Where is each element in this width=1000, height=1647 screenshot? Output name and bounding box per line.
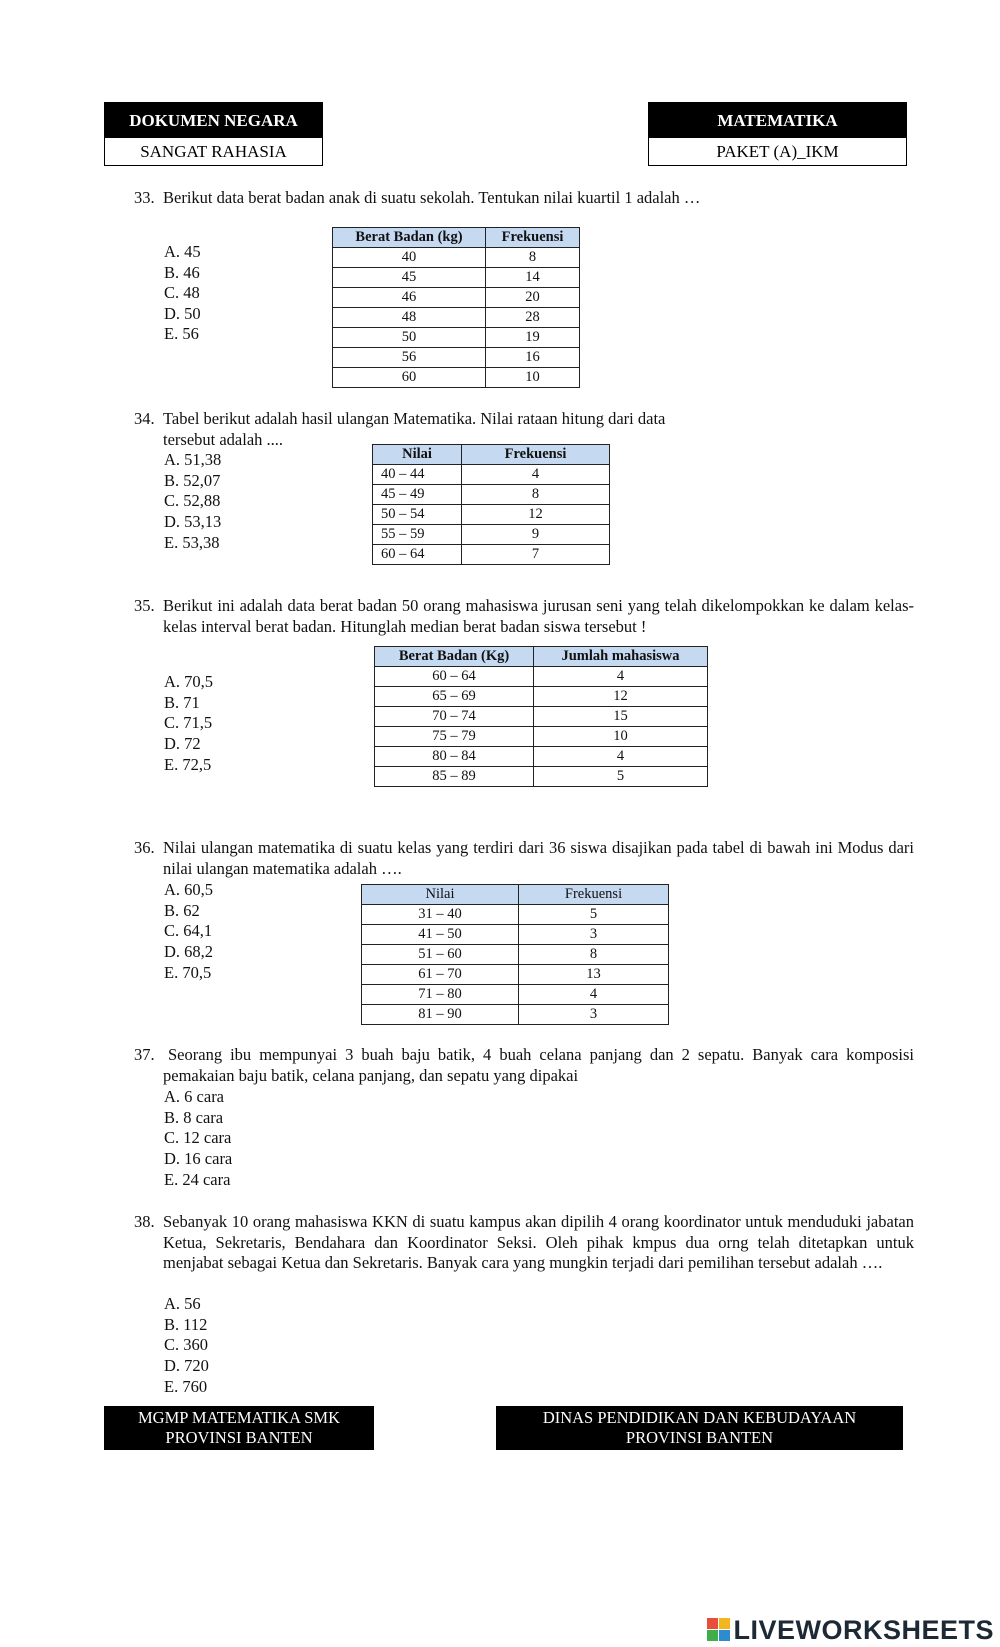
option-d[interactable]: D. 53,13 <box>164 512 222 532</box>
cell: 65 – 69 <box>375 687 534 707</box>
table-row <box>373 465 610 485</box>
option-d[interactable]: D. 50 <box>164 303 201 323</box>
cell: 60 – 64 <box>373 545 462 565</box>
table-row <box>375 707 708 727</box>
question-36 <box>134 838 914 882</box>
table-row <box>375 767 708 787</box>
question-text: Seorang ibu mempunyai 3 buah baju batik, 4 buah celana panjang dan 2 sepatu. Banyak cara komposisi pemakaian baju batik, celana panjang, dan sepatu yang dipakai <box>163 1045 914 1085</box>
cell: 71 – 80 <box>362 985 519 1005</box>
cell: 40 <box>333 248 486 268</box>
option-d[interactable]: D. 16 cara <box>164 1149 233 1169</box>
column-header: Nilai <box>373 445 462 465</box>
table-row <box>375 667 708 687</box>
header-dokumen-negara: DOKUMEN NEGARA <box>105 103 322 138</box>
table-row <box>333 328 580 348</box>
table-row <box>362 1005 669 1025</box>
question-37 <box>134 1045 914 1089</box>
table-row <box>333 308 580 328</box>
cell: 16 <box>486 348 580 368</box>
question-number: 38. <box>134 1212 155 1231</box>
option-a[interactable]: A. 60,5 <box>164 880 214 899</box>
cell: 85 – 89 <box>375 767 534 787</box>
question-number: 36. <box>134 838 155 857</box>
footer-right-line2: PROVINSI BANTEN <box>625 1428 774 1447</box>
option-b[interactable]: B. 8 cara <box>164 1107 224 1127</box>
column-header: Frekuensi <box>462 445 610 465</box>
cell: 8 <box>486 248 580 268</box>
question-text: Nilai ulangan matematika di suatu kelas yang terdiri dari 36 siswa disajikan pada tabel di bawah ini Modus dari nilai ulangan matematika adalah …. <box>163 838 914 878</box>
cell: 75 – 79 <box>375 727 534 747</box>
cell: 10 <box>486 368 580 388</box>
column-header: Berat Badan (Kg) <box>375 647 534 667</box>
cell: 41 – 50 <box>362 925 519 945</box>
cell: 4 <box>534 747 708 767</box>
option-e[interactable]: E. 24 cara <box>164 1169 231 1189</box>
cell: 7 <box>462 545 610 565</box>
q35-options <box>164 672 213 776</box>
column-header: Nilai <box>362 885 519 905</box>
option-c[interactable]: C. 360 <box>164 1335 209 1355</box>
liveworksheets-brand[interactable] <box>707 1615 994 1646</box>
question-number: 34. <box>134 409 155 428</box>
table-row <box>333 368 580 388</box>
cell: 3 <box>519 925 669 945</box>
cell: 46 <box>333 288 486 308</box>
column-header: Frekuensi <box>486 228 580 248</box>
question-text: Sebanyak 10 orang mahasiswa KKN di suatu kampus akan dipilih 4 orang koordinator untuk menduduki jabatan Ketua, Sekretaris, Bendahara dan Koordinator Seksi. Oleh pihak kmpus dua orng telah ditetapkan untuk menjabat sebagai Ketua dan Sekretaris. Banyak cara yang mungkin terjadi dari pemilihan tersebut adalah …. <box>163 1212 914 1273</box>
option-a[interactable]: A. 56 <box>164 1294 201 1313</box>
cell: 31 – 40 <box>362 905 519 925</box>
question-number: 37. <box>134 1045 155 1064</box>
footer-left-line2: PROVINSI BANTEN <box>165 1428 313 1447</box>
table-row <box>375 727 708 747</box>
table-row <box>375 747 708 767</box>
cell: 8 <box>462 485 610 505</box>
option-c[interactable]: C. 71,5 <box>164 713 213 733</box>
q38-options <box>164 1294 209 1398</box>
question-35 <box>134 596 914 640</box>
header-sangat-rahasia: SANGAT RAHASIA <box>105 138 322 165</box>
table-row <box>373 525 610 545</box>
header-subject: MATEMATIKA <box>649 103 906 138</box>
table-row <box>373 485 610 505</box>
cell: 81 – 90 <box>362 1005 519 1025</box>
table-row <box>362 945 669 965</box>
footer-right-line1: DINAS PENDIDIKAN DAN KEBUDAYAAN <box>542 1408 857 1427</box>
cell: 12 <box>534 687 708 707</box>
cell: 50 <box>333 328 486 348</box>
question-number: 35. <box>134 596 155 615</box>
option-e[interactable]: E. 56 <box>164 324 199 344</box>
cell: 55 – 59 <box>373 525 462 545</box>
cell: 70 – 74 <box>375 707 534 727</box>
option-b[interactable]: B. 52,07 <box>164 470 221 490</box>
cell: 3 <box>519 1005 669 1025</box>
table-row <box>333 248 580 268</box>
cell: 5 <box>519 905 669 925</box>
option-c[interactable]: C. 12 cara <box>164 1128 232 1148</box>
liveworksheets-logo-icon <box>707 1618 731 1642</box>
column-header: Berat Badan (kg) <box>333 228 486 248</box>
question-text: Berikut data berat badan anak di suatu sekolah. Tentukan nilai kuartil 1 adalah … <box>163 188 701 207</box>
cell: 10 <box>534 727 708 747</box>
column-header: Jumlah mahasiswa <box>534 647 708 667</box>
option-b[interactable]: B. 62 <box>164 900 200 920</box>
footer-left-line1: MGMP MATEMATIKA SMK <box>137 1408 340 1427</box>
header-package: PAKET (A)_IKM <box>649 138 906 165</box>
cell: 45 – 49 <box>373 485 462 505</box>
question-number: 33. <box>134 188 155 207</box>
option-a[interactable]: A. 70,5 <box>164 672 214 691</box>
cell: 50 – 54 <box>373 505 462 525</box>
question-33 <box>134 188 914 210</box>
option-d[interactable]: D. 720 <box>164 1356 209 1376</box>
option-b[interactable]: B. 112 <box>164 1314 208 1334</box>
option-d[interactable]: D. 68,2 <box>164 942 214 962</box>
question-38 <box>134 1212 914 1296</box>
cell: 19 <box>486 328 580 348</box>
column-header: Frekuensi <box>519 885 669 905</box>
cell: 48 <box>333 308 486 328</box>
table-row <box>362 905 669 925</box>
table-row <box>333 268 580 288</box>
q34-table <box>372 444 610 565</box>
table-row <box>373 545 610 565</box>
option-e[interactable]: E. 70,5 <box>164 962 212 982</box>
cell: 51 – 60 <box>362 945 519 965</box>
table-row <box>333 348 580 368</box>
question-text: Berikut ini adalah data berat badan 50 orang mahasiswa jurusan seni yang telah dikelompokkan ke dalam kelas-kelas interval berat badan. Hitunglah median berat badan siswa tersebut ! <box>163 596 914 636</box>
cell: 56 <box>333 348 486 368</box>
table-row <box>333 288 580 308</box>
cell: 14 <box>486 268 580 288</box>
cell: 80 – 84 <box>375 747 534 767</box>
cell: 9 <box>462 525 610 545</box>
option-c[interactable]: C. 52,88 <box>164 491 221 511</box>
q33-table <box>332 227 580 388</box>
header-right-box <box>648 102 907 166</box>
cell: 60 <box>333 368 486 388</box>
option-e[interactable]: E. 53,38 <box>164 532 220 552</box>
table-row <box>362 965 669 985</box>
footer-right <box>496 1406 903 1450</box>
cell: 12 <box>462 505 610 525</box>
cell: 4 <box>462 465 610 485</box>
q37-options <box>164 1087 232 1191</box>
option-a[interactable]: A. 6 cara <box>164 1087 225 1106</box>
cell: 13 <box>519 965 669 985</box>
table-row <box>373 505 610 525</box>
table-row <box>375 687 708 707</box>
cell: 8 <box>519 945 669 965</box>
option-e[interactable]: E. 760 <box>164 1376 208 1396</box>
table-row <box>362 925 669 945</box>
cell: 4 <box>534 667 708 687</box>
option-a[interactable]: A. 51,38 <box>164 450 222 469</box>
cell: 15 <box>534 707 708 727</box>
q33-options <box>164 242 201 345</box>
question-text-line1: Tabel berikut adalah hasil ulangan Matematika. Nilai rataan hitung dari data <box>163 409 666 428</box>
cell: 45 <box>333 268 486 288</box>
option-e[interactable]: E. 72,5 <box>164 754 212 774</box>
brand-text: LIVEWORKSHEETS <box>733 1615 994 1645</box>
cell: 28 <box>486 308 580 328</box>
cell: 4 <box>519 985 669 1005</box>
cell: 61 – 70 <box>362 965 519 985</box>
cell: 40 – 44 <box>373 465 462 485</box>
cell: 60 – 64 <box>375 667 534 687</box>
option-c[interactable]: C. 48 <box>164 283 200 303</box>
header-left-box <box>104 102 323 166</box>
option-b[interactable]: B. 46 <box>164 262 200 282</box>
option-d[interactable]: D. 72 <box>164 734 201 754</box>
q36-table <box>361 884 669 1025</box>
option-a[interactable]: A. 45 <box>164 242 201 261</box>
cell: 5 <box>534 767 708 787</box>
option-b[interactable]: B. 71 <box>164 692 200 712</box>
option-c[interactable]: C. 64,1 <box>164 921 213 941</box>
cell: 20 <box>486 288 580 308</box>
table-row <box>362 985 669 1005</box>
q35-table <box>374 646 708 787</box>
question-text-line2: tersebut adalah .... <box>163 429 284 449</box>
q36-options <box>164 880 213 984</box>
q34-options <box>164 450 221 554</box>
footer-left <box>104 1406 374 1450</box>
